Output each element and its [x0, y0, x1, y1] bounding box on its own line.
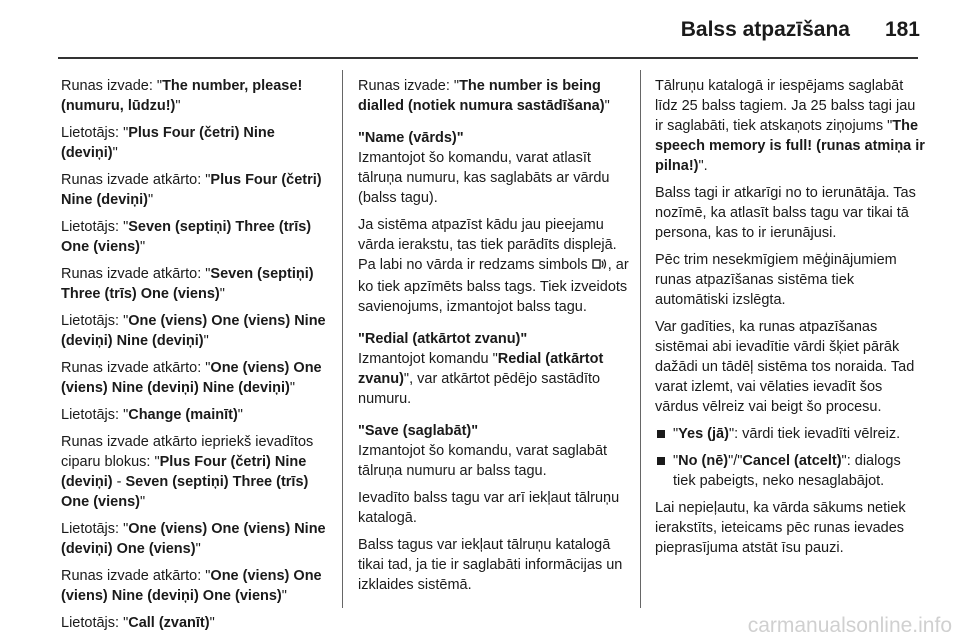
- bullet-square-icon: [657, 457, 665, 465]
- section-heading: "Save (saglabāt)": [358, 423, 479, 439]
- page-header: [0, 0, 960, 58]
- paragraph: Izmantojot komandu "Redial (atkārtot zvanu)", var atkārtot pēdējo sastādīto numuru.: [358, 351, 604, 407]
- paragraph: Var gadīties, ka runas atpazīšanas sistēmai abi ievadītie vārdi šķiet pārāk dažādi un tādēļ sistēma tos noraida. Tad varat izlemt, vai vēlaties ievadīt šos vārdus vēlreiz vai beigt šo procesu.: [655, 319, 915, 415]
- dialog-line: Lietotājs: "Plus Four (četri) Nine (deviņi)": [61, 125, 275, 161]
- section-heading: "Name (vārds)": [358, 130, 464, 146]
- dialog-line: Lietotājs: "Call (zvanīt)": [61, 615, 215, 631]
- paragraph: Izmantojot šo komandu, varat atlasīt tālruņa numuru, kas saglabāts ar vārdu (balss tagu).: [358, 150, 610, 206]
- paragraph: Balss tagus var iekļaut tālruņu katalogā tikai tad, ja tie ir saglabāti informācijas un izklaides sistēmā.: [358, 537, 623, 593]
- page-title: Balss atpazīšana: [680, 18, 850, 41]
- paragraph: Lai nepieļautu, ka vārda sākums netiek ierakstīts, ieteicams pēc runas ievades pieprasījuma atstāt īsu pauzi.: [655, 500, 906, 556]
- column-divider-1: [342, 70, 343, 608]
- paragraph: Tālruņu katalogā ir iespējams saglabāt līdz 25 balss tagiem. Ja 25 balss tagi jau ir saglabāti, tiek atskaņots ziņojums "The speech memory is full! (runas atmiņa ir pilna!)".: [655, 78, 925, 174]
- paragraph: Runas izvade: "The number is being dialled (notiek numura sastādīšana)": [358, 78, 610, 114]
- dialog-line: Runas izvade atkārto: "One (viens) One (viens) Nine (deviņi) One (viens)": [61, 568, 322, 604]
- bullet-item: "No (nē)"/"Cancel (atcelt)": dialogs tiek pabeigts, neko nesaglabājot.: [655, 451, 927, 491]
- bullet-item: "Yes (jā)": vārdi tiek ievadīti vēlreiz.: [655, 424, 927, 444]
- paragraph: Izmantojot šo komandu, varat saglabāt tālruņa numuru ar balss tagu.: [358, 443, 608, 479]
- section-heading: "Redial (atkārtot zvanu)": [358, 331, 528, 347]
- bullet-square-icon: [657, 430, 665, 438]
- paragraph: Ievadīto balss tagu var arī iekļaut tālruņu katalogā.: [358, 490, 620, 526]
- dialog-line: Lietotājs: "Change (mainīt)": [61, 407, 243, 423]
- dialog-line: Lietotājs: "One (viens) One (viens) Nine (deviņi) Nine (deviņi)": [61, 313, 326, 349]
- paragraph: Balss tagi ir atkarīgi no to ierunātāja. Tas nozīmē, ka atlasīt balss tagu var tikai tā persona, kas to ir ierunājusi.: [655, 185, 916, 241]
- dialog-line: Runas izvade atkārto iepriekš ievadītos ciparu blokus: "Plus Four (četri) Nine (deviņi) - Seven (septiņi) Three (trīs) One (viens)": [61, 434, 314, 510]
- dialog-line: Runas izvade: "The number, please! (numuru, lūdzu!)": [61, 78, 303, 114]
- header-rule: [58, 57, 918, 59]
- dialog-line: Lietotājs: "Seven (septiņi) Three (trīs) One (viens)": [61, 219, 312, 255]
- page-number: 181: [884, 18, 920, 41]
- paragraph: Ja sistēma atpazīst kādu jau pieejamu vārda ierakstu, tas tiek parādīts displejā. Pa labi no vārda ir redzams simbols , ar ko tiek apzīmēts balss tags. Tiek izveidots savienojums, izmantojot balss tagu.: [358, 217, 629, 315]
- watermark: carmanualsonline.info: [747, 614, 952, 637]
- column-divider-2: [640, 70, 641, 608]
- voice-tag-icon: [592, 257, 608, 277]
- column-3: [655, 76, 927, 565]
- dialog-line: Runas izvade atkārto: "Plus Four (četri) Nine (deviņi)": [61, 172, 322, 208]
- column-2: [358, 76, 630, 602]
- dialog-line: Lietotājs: "One (viens) One (viens) Nine (deviņi) One (viens)": [61, 521, 326, 557]
- dialog-line: Runas izvade atkārto: "Seven (septiņi) Three (trīs) One (viens)": [61, 266, 314, 302]
- dialog-line: Runas izvade atkārto: "One (viens) One (viens) Nine (deviņi) Nine (deviņi)": [61, 360, 322, 396]
- paragraph: Pēc trim nesekmīgiem mēģinājumiem runas atpazīšanas sistēma tiek automātiski izslēgta.: [655, 252, 897, 308]
- column-1: [61, 76, 327, 640]
